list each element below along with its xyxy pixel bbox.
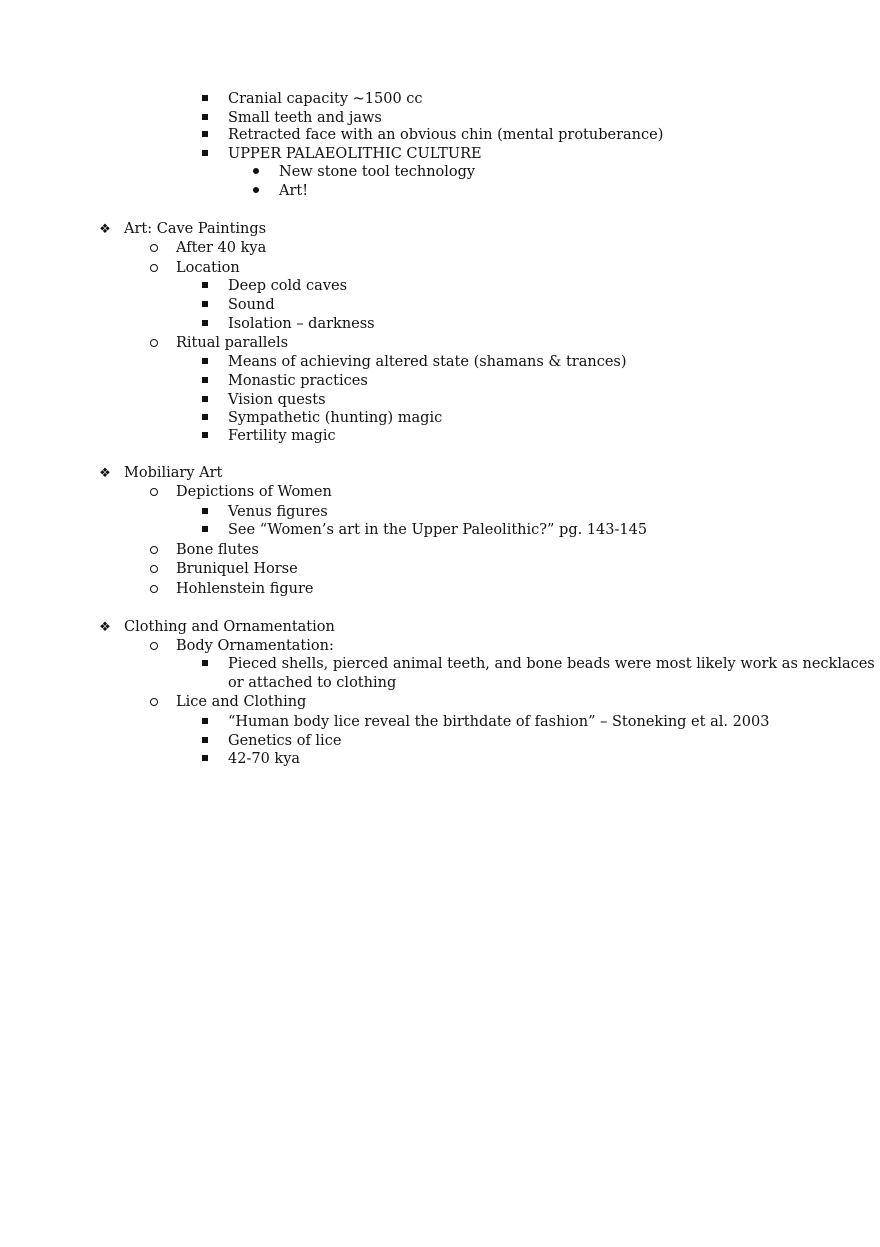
disc-bullet-icon xyxy=(249,163,263,182)
circle-bullet-icon xyxy=(147,580,161,599)
circle-bullet-icon xyxy=(147,483,161,502)
list-item-text: See “Women’s art in the Upper Paleolithic?” pg. 143-145 xyxy=(228,522,648,538)
square-bullet-icon xyxy=(198,90,212,109)
section-heading-text: Mobiliary Art xyxy=(124,465,223,481)
list-item-text: Retracted face with an obvious chin (mental protuberance) xyxy=(228,127,664,143)
circle-bullet-icon xyxy=(147,334,161,353)
diamond-bullet-icon: ❖ xyxy=(99,466,111,481)
list-item-text: Depictions of Women xyxy=(176,484,332,500)
list-item-text: Art! xyxy=(279,183,309,199)
square-bullet-icon xyxy=(198,521,212,540)
list-item-text: Cranial capacity ~1500 cc xyxy=(228,91,423,107)
list-item-text: Ritual parallels xyxy=(176,335,289,351)
list-item-text: After 40 kya xyxy=(176,240,267,256)
circle-bullet-icon xyxy=(147,560,161,579)
list-item-text: Fertility magic xyxy=(228,428,336,444)
square-bullet-icon xyxy=(198,391,212,410)
section-heading-text: Clothing and Ornamentation xyxy=(124,619,335,635)
square-bullet-icon xyxy=(198,372,212,391)
diamond-bullet-icon: ❖ xyxy=(99,222,111,237)
list-item-text: New stone tool technology xyxy=(279,164,476,180)
list-item-text: “Human body lice reveal the birthdate of fashion” – Stoneking et al. 2003 xyxy=(228,714,770,730)
list-item-text: Pieced shells, pierced animal teeth, and bone beads were most likely work as necklaces xyxy=(228,656,875,672)
square-bullet-icon xyxy=(198,277,212,296)
list-item-text: Bone flutes xyxy=(176,542,259,558)
list-item-text: Venus figures xyxy=(228,504,328,520)
square-bullet-icon xyxy=(198,409,212,428)
list-item-text: Isolation – darkness xyxy=(228,316,375,332)
square-bullet-icon xyxy=(198,427,212,446)
disc-bullet-icon xyxy=(249,182,263,201)
list-item-text: Genetics of lice xyxy=(228,733,342,749)
square-bullet-icon xyxy=(198,713,212,732)
list-item-text: Small teeth and jaws xyxy=(228,110,382,126)
square-bullet-icon xyxy=(198,655,212,674)
list-item-text: Location xyxy=(176,260,240,276)
square-bullet-icon xyxy=(198,126,212,145)
list-item-text: Body Ornamentation: xyxy=(176,638,334,654)
list-item-text: UPPER PALAEOLITHIC CULTURE xyxy=(228,146,482,162)
circle-bullet-icon xyxy=(147,259,161,278)
square-bullet-icon xyxy=(198,750,212,769)
square-bullet-icon xyxy=(198,503,212,522)
list-item-text: Means of achieving altered state (shamans & trances) xyxy=(228,354,627,370)
section-heading-text: Art: Cave Paintings xyxy=(124,221,267,237)
circle-bullet-icon xyxy=(147,693,161,712)
list-item-text: Sound xyxy=(228,297,275,313)
square-bullet-icon xyxy=(198,315,212,334)
list-item-text: 42-70 kya xyxy=(228,751,301,767)
list-item-text: Bruniquel Horse xyxy=(176,561,298,577)
circle-bullet-icon xyxy=(147,239,161,258)
square-bullet-icon xyxy=(198,353,212,372)
list-item-text: or attached to clothing xyxy=(228,675,397,691)
list-item-text: Lice and Clothing xyxy=(176,694,307,710)
list-item-text: Sympathetic (hunting) magic xyxy=(228,410,443,426)
list-item-text: Hohlenstein figure xyxy=(176,581,314,597)
list-item-text: Vision quests xyxy=(228,392,326,408)
list-item-text: Monastic practices xyxy=(228,373,368,389)
list-item-text: Deep cold caves xyxy=(228,278,348,294)
circle-bullet-icon xyxy=(147,541,161,560)
diamond-bullet-icon: ❖ xyxy=(99,620,111,635)
circle-bullet-icon xyxy=(147,637,161,656)
square-bullet-icon xyxy=(198,296,212,315)
square-bullet-icon xyxy=(198,145,212,164)
square-bullet-icon xyxy=(198,732,212,751)
